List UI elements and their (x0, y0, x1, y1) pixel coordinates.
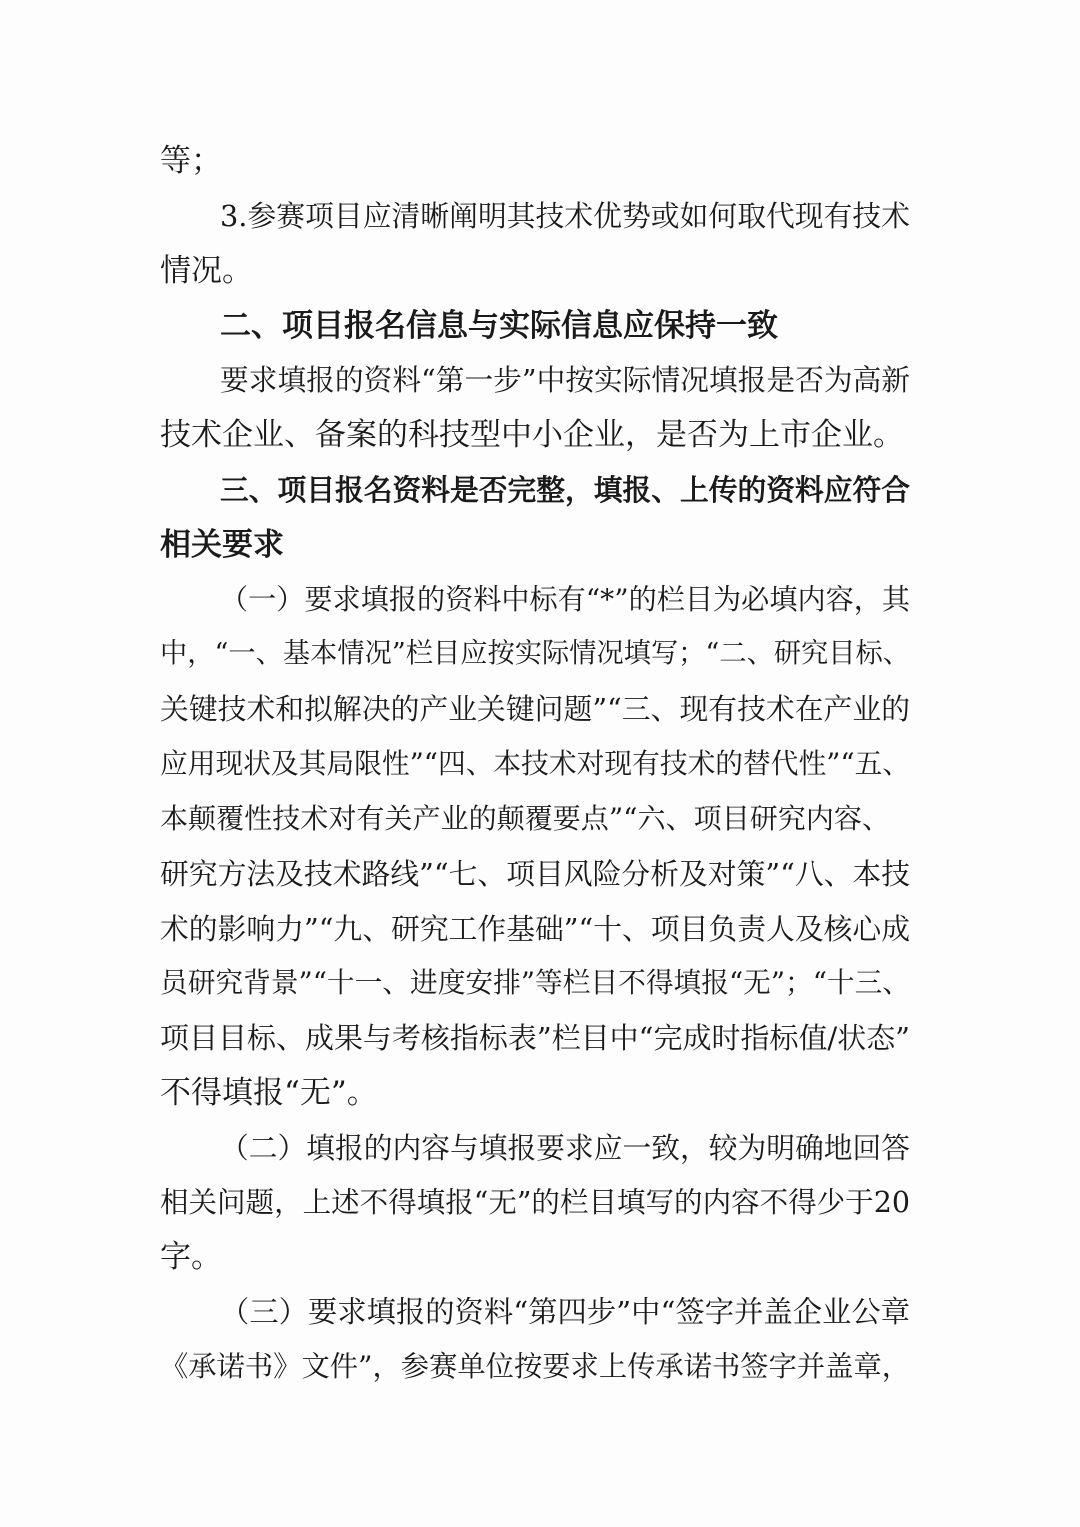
text-line: 不得填报“无”。 (160, 1075, 378, 1111)
text-line: 3.参赛项目应清晰阐明其技术优势或如何取代现有技术 (220, 199, 910, 233)
text-line: 字。 (160, 1239, 222, 1275)
text-line: （二）填报的内容与填报要求应一致，较为明确地回答 (220, 1131, 910, 1165)
text-line: 技术企业、备案的科技型中小企业，是否为上市企业。 (160, 417, 904, 453)
text-line: 《承诺书》文件”，参赛单位按要求上传承诺书签字并盖章， (160, 1350, 910, 1383)
text-line: 术的影响力”“九、研究工作基础”“十、项目负责人及核心成 (160, 912, 910, 946)
section-heading: 相关要求 (160, 527, 284, 563)
text-line: （一）要求填报的资料中标有“*”的栏目为必填内容，其 (220, 583, 910, 616)
section-heading: 二、项目报名信息与实际信息应保持一致 (220, 308, 778, 344)
text-line: 关键技术和拟解决的产业关键问题”“三、现有技术在产业的 (160, 692, 910, 726)
text-line: 应用现状及其局限性”“四、本技术对现有技术的替代性”“五、 (160, 747, 910, 780)
text-line: 等； (160, 143, 222, 179)
text-line: 员研究背景”“十一、进度安排”等栏目不得填报“无”；“十三、 (160, 966, 910, 999)
text-line: 本颠覆性技术对有关产业的颠覆要点”“六、项目研究内容、 (160, 802, 890, 835)
text-line: 要求填报的资料“第一步”中按实际情况填报是否为高新 (220, 363, 910, 397)
text-line: 中，“一、基本情况”栏目应按实际情况填写；“二、研究目标、 (160, 638, 910, 669)
text-line: 相关问题，上述不得填报“无”的栏目填写的内容不得少于20 (160, 1186, 910, 1219)
text-line: 情况。 (160, 253, 253, 289)
section-heading: 三、项目报名资料是否完整，填报、上传的资料应符合 (220, 473, 910, 507)
text-line: （三）要求填报的资料“第四步”中“签字并盖企业公章 (220, 1295, 910, 1329)
text-line: 项目目标、成果与考核指标表”栏目中“完成时指标值/状态” (160, 1021, 910, 1055)
text-line: 研究方法及技术路线”“七、项目风险分析及对策”“八、本技 (160, 857, 910, 891)
